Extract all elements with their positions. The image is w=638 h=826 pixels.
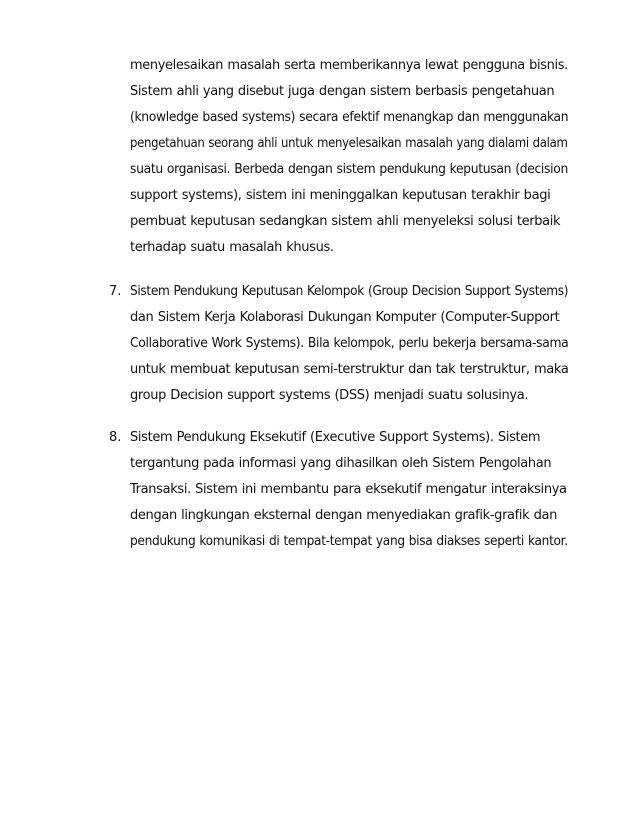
paragraph-line: terhadap suatu masalah khusus. — [130, 240, 334, 255]
list-item-line: Transaksi. Sistem ini membantu para eksekutif mengatur interaksinya — [130, 482, 567, 497]
paragraph-line: support systems), sistem ini meninggalkan keputusan terakhir bagi — [130, 188, 551, 203]
paragraph-line: menyelesaikan masalah serta memberikannya lewat pengguna bisnis. — [130, 58, 568, 73]
paragraph-line: suatu organisasi. Berbeda dengan sistem pendukung keputusan (decision — [130, 162, 568, 177]
list-item-line: untuk membuat keputusan semi-terstruktur dan tak terstruktur, maka — [130, 362, 569, 377]
list-item-line: Collaborative Work Systems). Bila kelompok, perlu bekerja bersama-sama — [130, 336, 569, 351]
paragraph-line: Sistem ahli yang disebut juga dengan sistem berbasis pengetahuan — [130, 84, 555, 99]
list-item-number: 7. — [109, 284, 122, 299]
list-item-line: pendukung komunikasi di tempat-tempat yang bisa diakses seperti kantor. — [130, 534, 568, 549]
list-item-line: dan Sistem Kerja Kolaborasi Dukungan Komputer (Computer-Support — [130, 310, 560, 325]
paragraph-line: (knowledge based systems) secara efektif menangkap dan menggunakan — [130, 110, 569, 125]
paragraph-line: pengetahuan seorang ahli untuk menyelesaikan masalah yang dialami dalam — [130, 136, 568, 151]
list-item-line: Sistem Pendukung Keputusan Kelompok (Group Decision Support Systems) — [130, 284, 569, 299]
paragraph-line: pembuat keputusan sedangkan sistem ahli menyeleksi solusi terbaik — [130, 214, 561, 229]
list-item-line: tergantung pada informasi yang dihasilkan oleh Sistem Pengolahan — [130, 456, 552, 471]
list-item-number: 8. — [109, 430, 122, 445]
list-item-line: group Decision support systems (DSS) menjadi suatu solusinya. — [130, 388, 529, 403]
list-item-line: Sistem Pendukung Eksekutif (Executive Support Systems). Sistem — [130, 430, 541, 445]
list-item-line: dengan lingkungan eksternal dengan menyediakan grafik-grafik dan — [130, 508, 558, 523]
